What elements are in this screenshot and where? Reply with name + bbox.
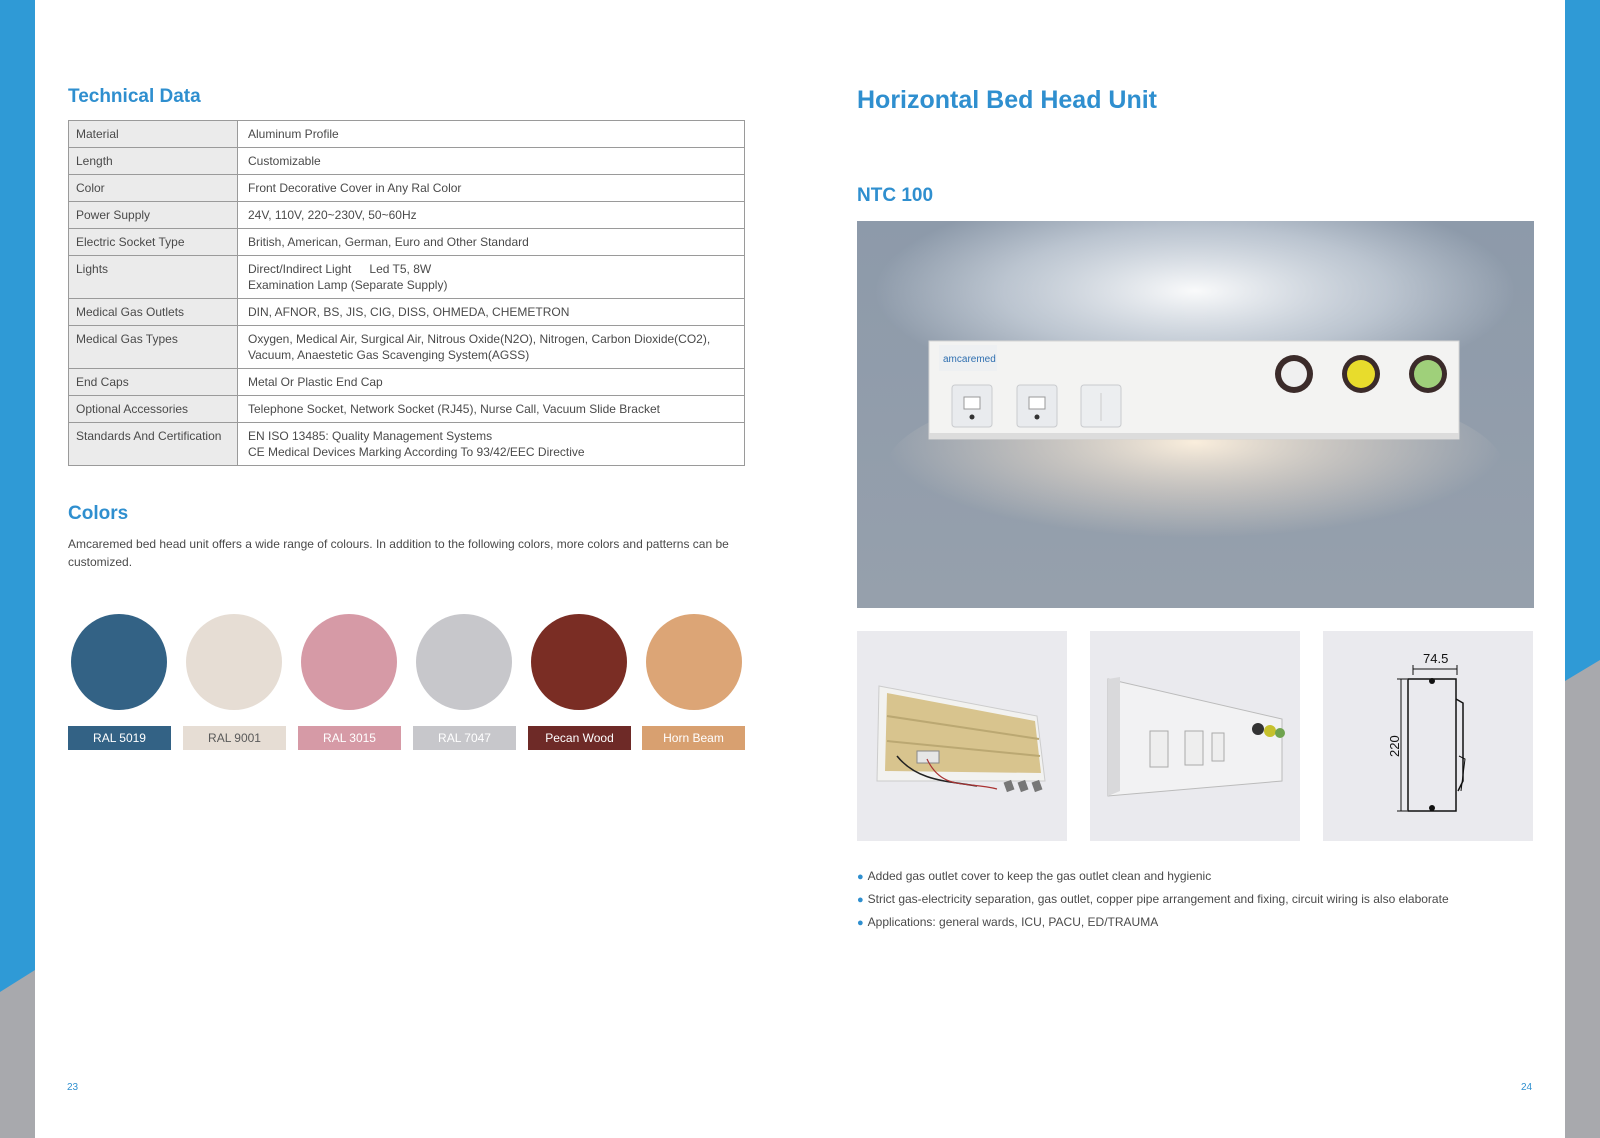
- bullet-dot-icon: ●: [857, 871, 864, 883]
- bullet-dot-icon: ●: [857, 917, 864, 929]
- spec-value: DIN, AFNOR, BS, JIS, CIG, DISS, OHMEDA, CHEMETRON: [238, 299, 745, 326]
- spec-key: Standards And Certification: [69, 423, 238, 466]
- angle-view-illustration: [1090, 631, 1300, 841]
- table-row: [69, 121, 745, 148]
- page-number-right: 24: [1521, 1082, 1533, 1093]
- swatch-label: RAL 7047: [413, 726, 516, 750]
- spec-value: 24V, 110V, 220~230V, 50~60Hz: [238, 202, 745, 229]
- swatch-ral-3015: [301, 614, 397, 710]
- internal-view-illustration: [857, 631, 1067, 841]
- table-row: [69, 256, 745, 299]
- spec-key: Electric Socket Type: [69, 229, 238, 256]
- table-row: [69, 299, 745, 326]
- list-item: [857, 913, 1449, 936]
- list-item: [857, 890, 1449, 913]
- spec-value-cell: [238, 423, 745, 466]
- left-blue-band: [0, 0, 35, 1138]
- swatch-label: RAL 5019: [68, 726, 171, 750]
- spec-value: EN ISO 13485: Quality Management Systems: [248, 429, 493, 443]
- swatch-label: RAL 3015: [298, 726, 401, 750]
- bullet-text: Applications: general wards, ICU, PACU, ED/TRAUMA: [867, 915, 1159, 929]
- product-photo-illustration: [857, 221, 1534, 608]
- spec-value-line2: Vacuum, Anaestetic Gas Scavenging System(AGSS): [248, 348, 530, 362]
- spec-value-cell: [238, 256, 745, 299]
- spec-value-extra: Led T5, 8W: [369, 262, 432, 276]
- swatch-label: Horn Beam: [642, 726, 745, 750]
- swatch-ral-9001: [186, 614, 282, 710]
- spec-key: Lights: [69, 256, 238, 299]
- spec-value-line2: CE Medical Devices Marking According To 93/42/EEC Directive: [248, 445, 585, 459]
- swatch-label: Pecan Wood: [528, 726, 631, 750]
- spec-value: Aluminum Profile: [238, 121, 745, 148]
- dimension-height-label: 220: [1387, 735, 1402, 757]
- product-photo: [857, 221, 1534, 608]
- spec-key: Power Supply: [69, 202, 238, 229]
- swatch-ral-7047: [416, 614, 512, 710]
- table-row: [69, 423, 745, 466]
- colors-description: Amcaremed bed head unit offers a wide range of colours. In addition to the following colors, more colors and patterns can be customized.: [68, 537, 729, 569]
- spec-key: Medical Gas Types: [69, 326, 238, 369]
- table-row: [69, 202, 745, 229]
- spec-key: Color: [69, 175, 238, 202]
- spec-key: Material: [69, 121, 238, 148]
- table-row: [69, 229, 745, 256]
- spec-value: Customizable: [238, 148, 745, 175]
- spec-key: Length: [69, 148, 238, 175]
- spec-value: Front Decorative Cover in Any Ral Color: [238, 175, 745, 202]
- dimension-drawing: [1323, 631, 1533, 841]
- colors-heading: Colors: [68, 503, 129, 524]
- thumbnail-internal-view: [857, 631, 1067, 841]
- thumbnail-dimension-drawing: [1323, 631, 1533, 841]
- dimension-width-label: 74.5: [1423, 651, 1449, 666]
- list-item: [857, 867, 1449, 890]
- table-row: [69, 396, 745, 423]
- spec-value: Metal Or Plastic End Cap: [238, 369, 745, 396]
- technical-data-heading: Technical Data: [68, 86, 201, 107]
- table-row: [69, 369, 745, 396]
- page-number-left: 23: [67, 1082, 79, 1093]
- logo-text: amcaremed: [943, 354, 996, 365]
- model-name: NTC 100: [857, 185, 934, 206]
- technical-data-table: [68, 120, 745, 466]
- thumbnail-angle-view: [1090, 631, 1300, 841]
- spec-key: Medical Gas Outlets: [69, 299, 238, 326]
- page-title: Horizontal Bed Head Unit: [857, 86, 1158, 114]
- swatch-pecan-wood: [531, 614, 627, 710]
- swatch-horn-beam: [646, 614, 742, 710]
- spec-value: Telephone Socket, Network Socket (RJ45), Nurse Call, Vacuum Slide Bracket: [238, 396, 745, 423]
- spec-value: British, American, German, Euro and Other Standard: [238, 229, 745, 256]
- spec-value-cell: [238, 326, 745, 369]
- table-row: [69, 148, 745, 175]
- swatch-label: RAL 9001: [183, 726, 286, 750]
- bullet-dot-icon: ●: [857, 894, 864, 906]
- spec-value: Direct/Indirect Light: [248, 262, 352, 276]
- bullet-text: Strict gas-electricity separation, gas outlet, copper pipe arrangement and fixing, circuit wiring is also elaborate: [867, 892, 1449, 906]
- table-row: [69, 326, 745, 369]
- spec-key: End Caps: [69, 369, 238, 396]
- feature-list: [857, 867, 1449, 936]
- spec-value-line2: Examination Lamp (Separate Supply): [248, 278, 448, 292]
- bullet-text: Added gas outlet cover to keep the gas outlet clean and hygienic: [867, 869, 1212, 883]
- swatch-ral-5019: [71, 614, 167, 710]
- table-row: [69, 175, 745, 202]
- spec-value: Oxygen, Medical Air, Surgical Air, Nitrous Oxide(N2O), Nitrogen, Carbon Dioxide(CO2),: [248, 332, 711, 346]
- spec-key: Optional Accessories: [69, 396, 238, 423]
